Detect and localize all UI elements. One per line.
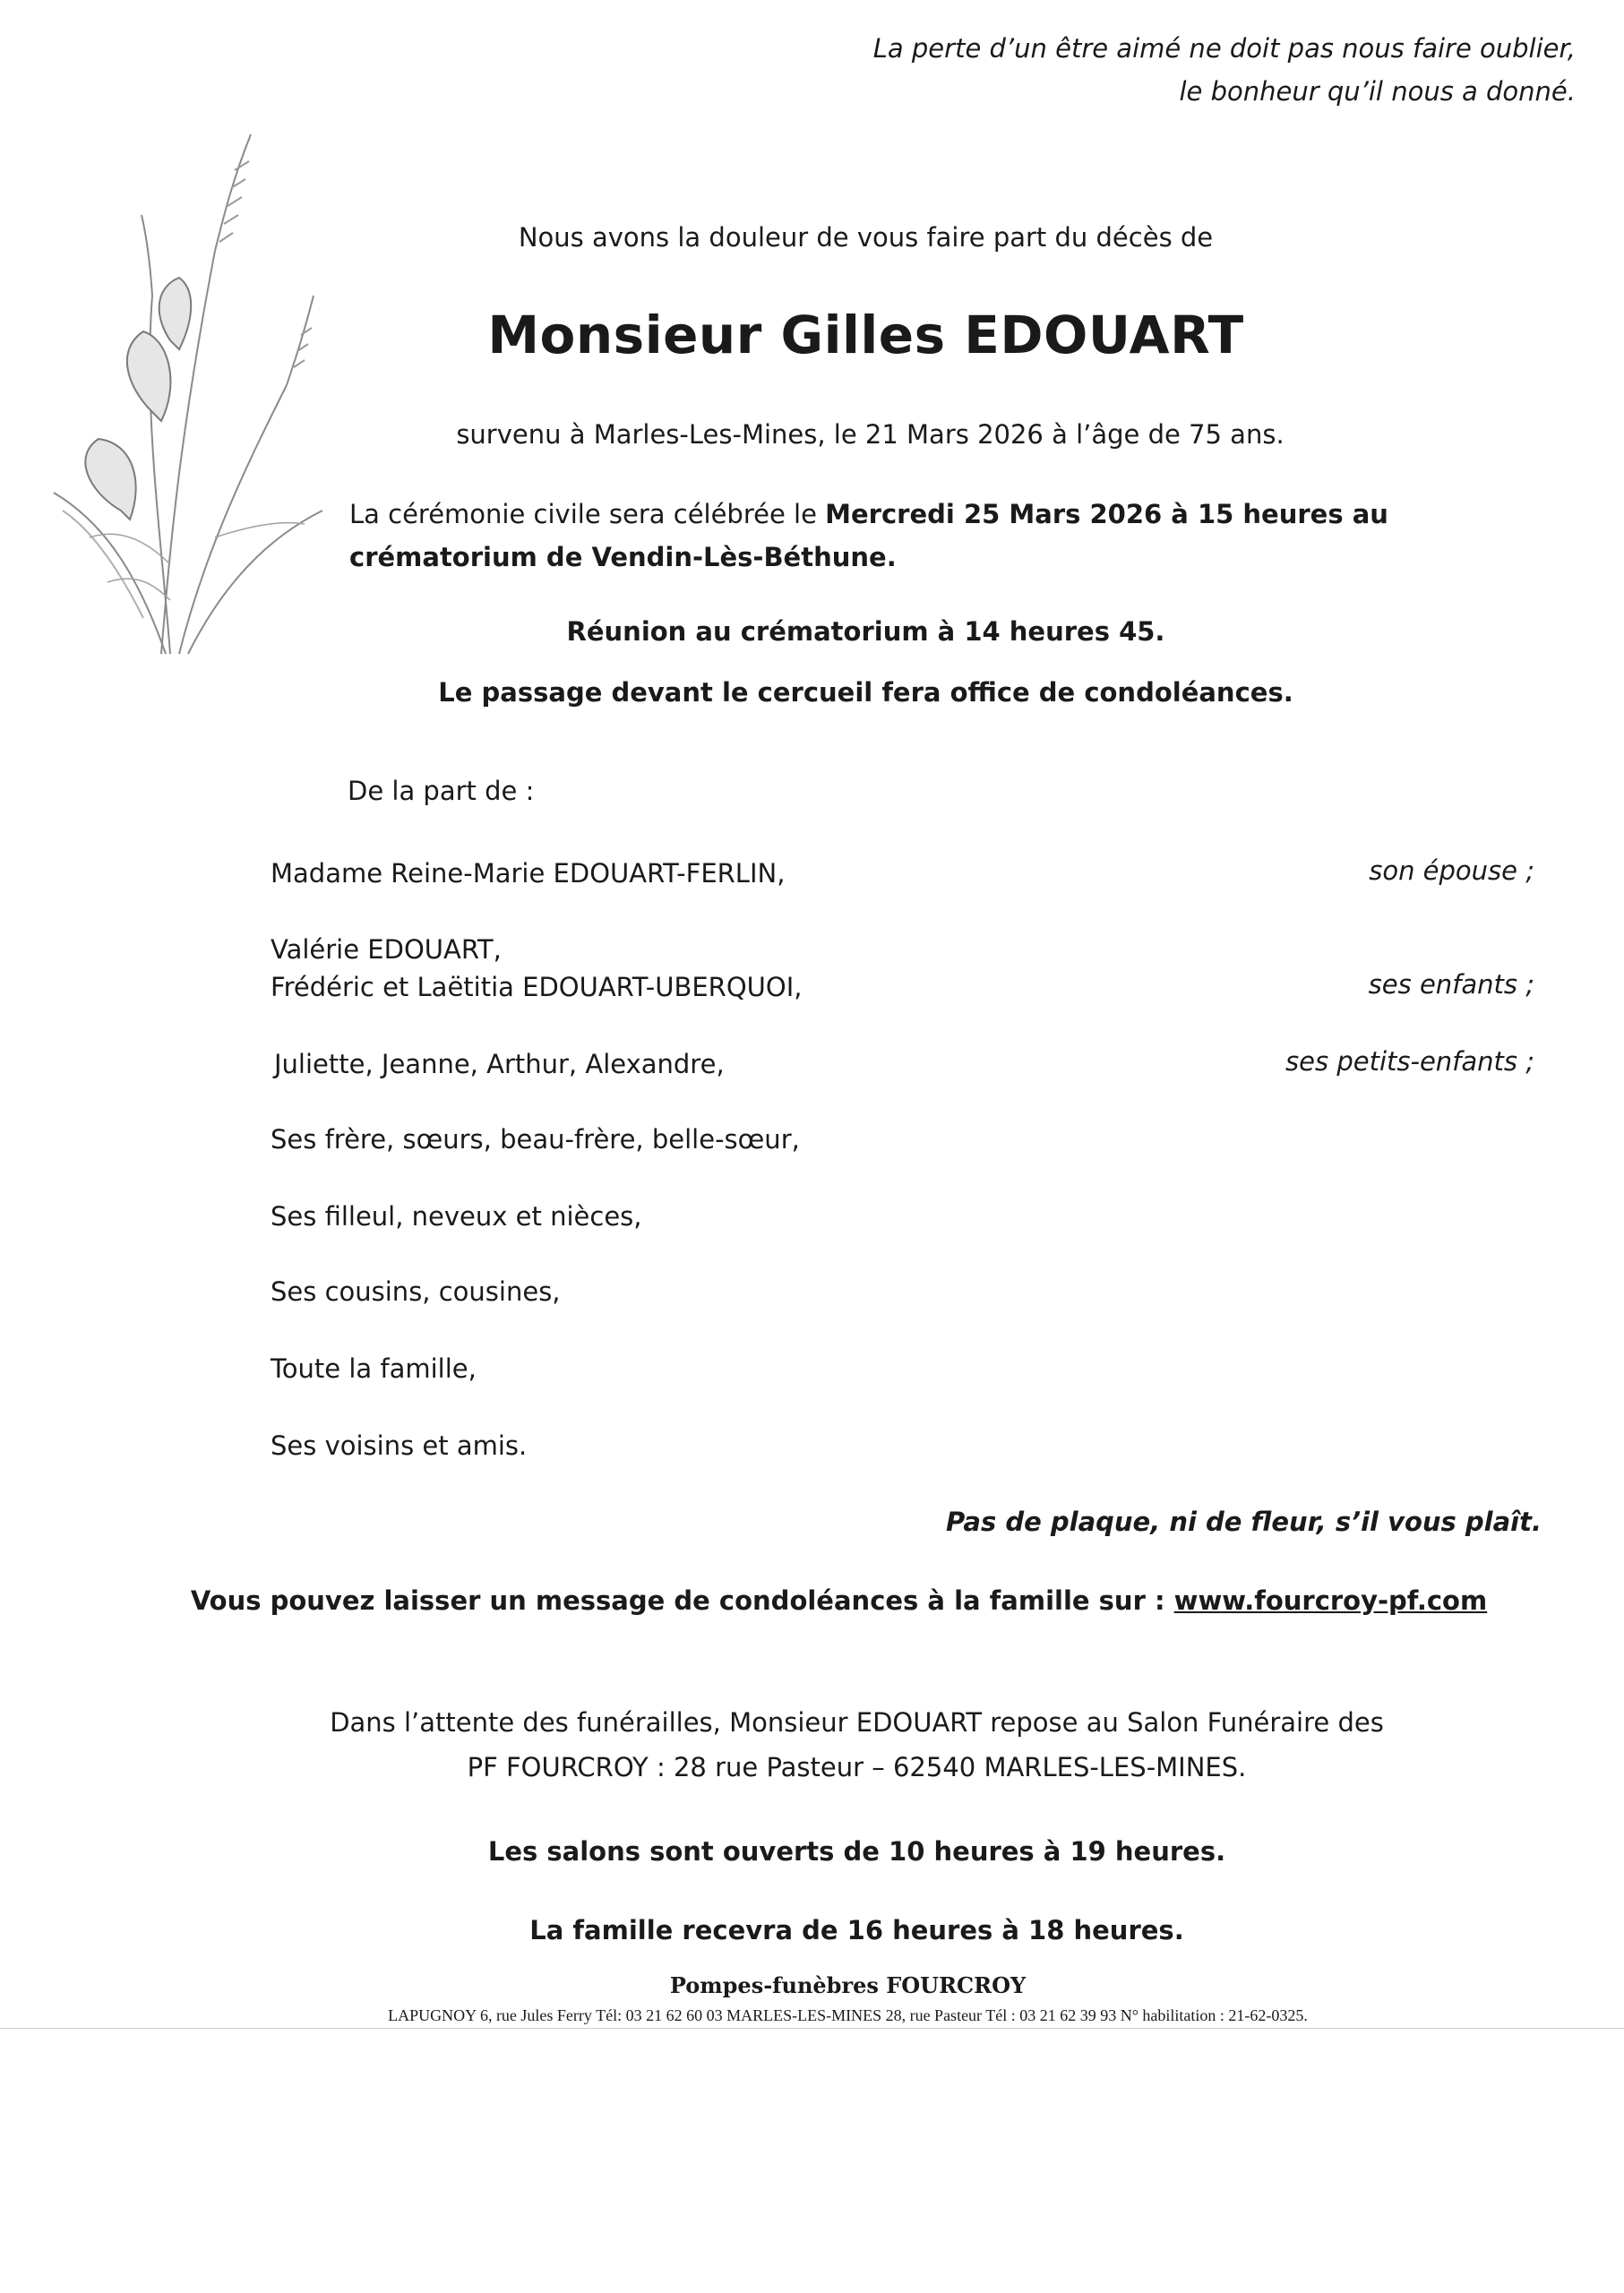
from-label: De la part de : bbox=[348, 776, 535, 806]
quote-line-2: le bonheur qu’il nous a donné. bbox=[1179, 76, 1576, 107]
footer-divider bbox=[0, 2028, 1624, 2029]
quote-line-1: La perte d’un être aimé ne doit pas nous faire oublier, bbox=[872, 33, 1576, 64]
funeral-company-address: LAPUGNOY 6, rue Jules Ferry Tél: 03 21 62 60 03 MARLES-LES-MINES 28, rue Pasteur Tél : 03 21 62 39 93 N° habilitation : 21-62-0325. bbox=[388, 2006, 1308, 2024]
condolences-note: Le passage devant le cercueil fera office de condoléances. bbox=[438, 677, 1293, 708]
ceremony-prefix: La cérémonie civile sera célébrée le bbox=[349, 499, 826, 529]
spouse-name: Madame Reine-Marie EDOUART-FERLIN, bbox=[271, 858, 786, 889]
whole-family: Toute la famille, bbox=[271, 1353, 477, 1384]
ceremony-datetime-place: Mercredi 25 Mars 2026 à 15 heures au crématorium de Vendin-Lès-Béthune. bbox=[349, 499, 1388, 572]
rest-location-line-2: PF FOURCROY : 28 rue Pasteur – 62540 MARLES-LES-MINES. bbox=[467, 1752, 1247, 1782]
website-link[interactable]: www.fourcroy-pf.com bbox=[1173, 1585, 1488, 1616]
godchildren: Ses filleul, neveux et nièces, bbox=[271, 1201, 642, 1232]
rest-location-line-1: Dans l’attente des funérailles, Monsieur EDOUART repose au Salon Funéraire des bbox=[330, 1707, 1384, 1738]
siblings: Ses frère, sœurs, beau-frère, belle-sœur, bbox=[271, 1124, 800, 1155]
ceremony-details bbox=[349, 493, 1541, 579]
no-plaque-note: Pas de plaque, ni de fleur, s’il vous plaît. bbox=[946, 1507, 1542, 1537]
calla-lily-illustration bbox=[36, 116, 331, 672]
death-info: survenu à Marles-Les-Mines, le 21 Mars 2026 à l’âge de 75 ans. bbox=[456, 419, 1285, 450]
message-prefix: Vous pouvez laisser un message de condoléances à la famille sur : bbox=[190, 1585, 1174, 1616]
meeting-time: Réunion au crématorium à 14 heures 45. bbox=[566, 616, 1165, 647]
child-name-2: Frédéric et Laëtitia EDOUART-UBERQUOI, bbox=[271, 972, 803, 1002]
announcement-intro: Nous avons la douleur de vous faire part du décès de bbox=[518, 222, 1214, 253]
salon-hours: Les salons sont ouverts de 10 heures à 19 heures. bbox=[487, 1836, 1226, 1867]
children-relation: ses enfants ; bbox=[1368, 969, 1534, 1000]
family-reception-hours: La famille recevra de 16 heures à 18 heures. bbox=[529, 1915, 1184, 1945]
grandchildren-names: Juliette, Jeanne, Arthur, Alexandre, bbox=[274, 1049, 725, 1079]
condolence-message-note bbox=[0, 1585, 1624, 1616]
opening-quote bbox=[873, 27, 1576, 113]
funeral-company-name: Pompes-funèbres FOURCROY bbox=[669, 1972, 1027, 1998]
spouse-relation: son épouse ; bbox=[1369, 855, 1534, 886]
grandchildren-relation: ses petits-enfants ; bbox=[1285, 1046, 1534, 1077]
deceased-name: Monsieur Gilles EDOUART bbox=[487, 305, 1244, 365]
cousins: Ses cousins, cousines, bbox=[271, 1276, 561, 1307]
child-name-1: Valérie EDOUART, bbox=[271, 934, 502, 965]
neighbours-friends: Ses voisins et amis. bbox=[271, 1430, 528, 1461]
